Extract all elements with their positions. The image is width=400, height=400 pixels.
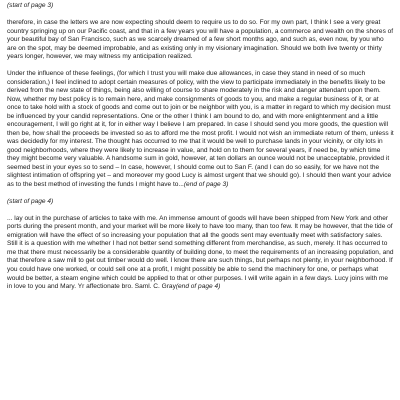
paragraph-gap: [7, 189, 394, 198]
paragraph-3-text: ... lay out in the purchase of articles to take with me. An immense amount of goods will have been shipped from New York and other ports during the present month, and your market will be more likely to have too many, than too few. It may be however, that the tide of emigration will have the effect of so increasing your population that all the goods sent may eventually meet with satisfactory sales. Still it is a question with me whether I had not better send something different from merchandise, as such, merely. It has occurred to me that there must necessarily be a considerable quantity of building done, to meet the requirements of an increasing population, and that therefore a saw mill to get out timber would do well. I know there are such things, but perhaps not plenty, in your neighborhood. If you could have one worked, or could sell one at a profit, I might possibly be able to send the machinery for one, or perhaps what would be better, a steam engine which could be applied to that or other purposes. I will write again in a few days. Lucy joins with me in love to you and Mary. Yr affectionate bro. Saml. C. Gray: [7, 214, 394, 291]
page-marker-start-3: (start of page 3): [7, 2, 54, 9]
paragraph-2: [7, 70, 394, 189]
paragraph-2-text: Under the influence of these feelings, (for which I trust you will make due allowances, in case they stand in need of so much consideration,) I feel inclined to adopt certain measures of policy, with the view to participate immediately in the benefits likely to be derived from the new state of things, being also willing of course to share moderately in the risk and danger attendant upon them. Now, whether my best policy is to remain here, and make consignments of goods to you, and make a regular business of it, or at once to take hold with a stock of goods and come out to join or be neighbor with you, is a matter in regard to which my decision must be influenced by your candid representations. One or the other I think I am bound to do, and with more enlightenment and a little encouragement, I will go right at it, for in either way I believe I am prepared. In case I should send you more goods, the question will then be, how shall the proceeds be invested so as to afford me the most profit. I would not wish an immediate return of them, unless it was decidedly for my interest. The thought has occurred to me that it would be well to purchase lands in your vicinity, or city lots in good neighborhoods, where they were likely to increase in value, and hold on to them for several years, if need be, by which time they might become very valuable. A handsome sum in gold, however, at ten dollars an ounce would not be unacceptable, provided it seemed best in your eyes so to send – In case, however, I should come out to San F. (and I can do so easily, for we have not the slightest intimation of offspring yet – and moreover my good Lucy is almost urgent that we should go). I should then want your advice as to the best method of investing the funds I might have to...: [7, 70, 394, 188]
paragraph-gap: [7, 62, 394, 71]
paragraph-1: therefore, in case the letters we are now expecting should deem to require us to do so. For my own part, I think I see a very great country springing up on our Pacific coast, and that in a few years you will have a population, a commerce and wealth on the shores of your beautiful bay of San Francisco, such as we scarcely dreamed of a few short months ago, and such as, even now, by you who are on the spot, may be deemed improbable, and as existing only in my visionary imagination. Should we both live twenty or thirty years longer, however, we may witness my anticipation realized.: [7, 19, 394, 61]
paragraph-gap: [7, 206, 394, 215]
page-marker-end-3: (end of page 3): [183, 180, 229, 188]
paragraph-3: [7, 215, 394, 292]
paragraph-gap: [7, 11, 394, 20]
page-marker-start-4: (start of page 4): [7, 197, 54, 205]
page-marker-end-4: (end of page 4): [175, 283, 221, 291]
